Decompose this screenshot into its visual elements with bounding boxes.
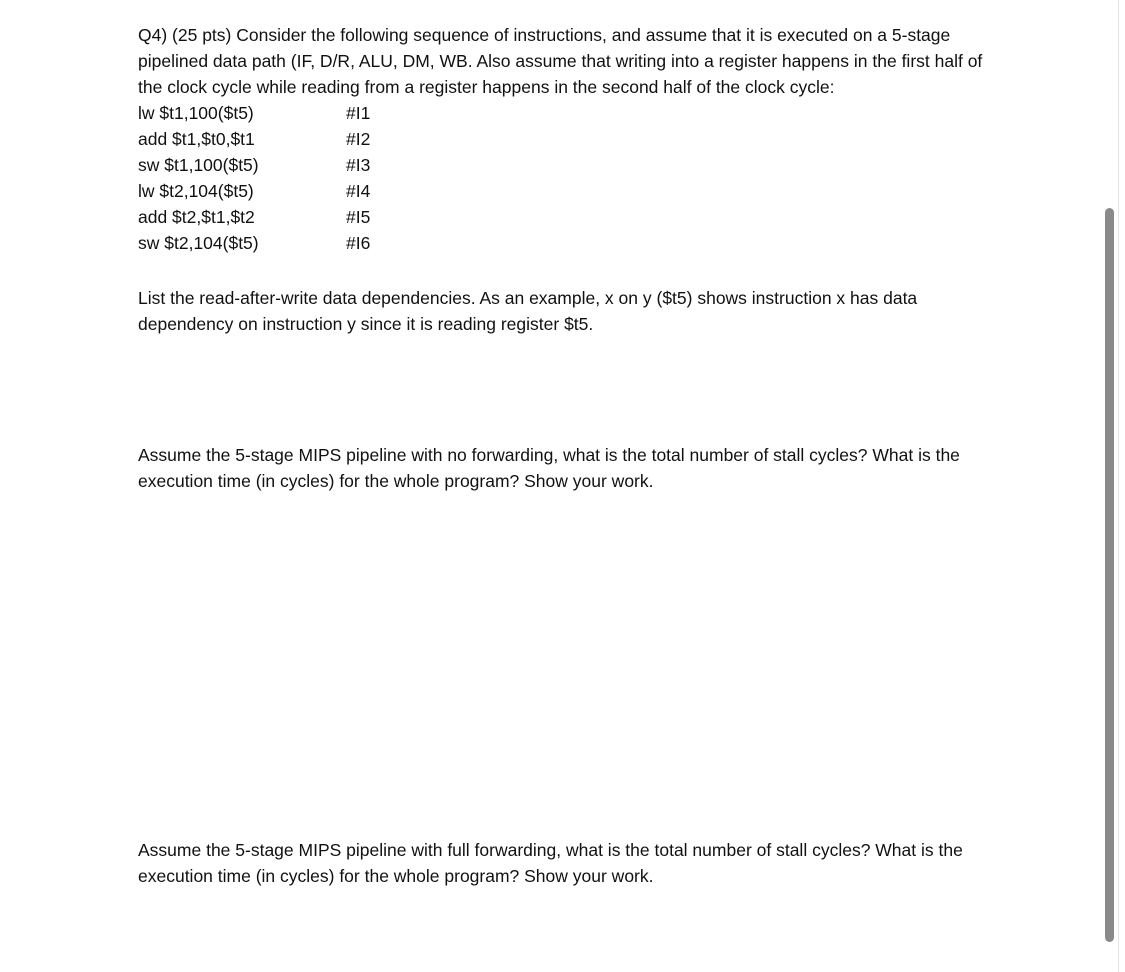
instruction-row: [138, 230, 370, 256]
instruction-row: [138, 178, 370, 204]
vertical-scrollbar[interactable]: [1105, 208, 1114, 942]
full-forwarding-question: Assume the 5-stage MIPS pipeline with full forwarding, what is the total number of stall cycles? What is the execution time (in cycles) for the whole program? Show your work.: [138, 840, 963, 886]
question-intro: Q4) (25 pts) Consider the following sequence of instructions, and assume that it is executed on a 5-stage pipelined data path (IF, D/R, ALU, DM, WB. Also assume that writing into a register happens in the first half of the clock cycle while reading from a register happens in the second half of the clock cycle:: [138, 25, 983, 97]
instruction-code: sw $t1,100($t5): [138, 155, 259, 175]
instruction-code: add $t2,$t1,$t2: [138, 207, 255, 227]
instruction-label: #I1: [346, 103, 371, 123]
instruction-code: lw $t1,100($t5): [138, 103, 254, 123]
instruction-row: [138, 204, 370, 230]
instruction-label: #I5: [346, 207, 371, 227]
instruction-row: [138, 100, 370, 126]
instruction-list: [138, 100, 370, 256]
instruction-label: #I2: [346, 129, 371, 149]
instruction-label: #I4: [346, 181, 371, 201]
instruction-row: [138, 126, 370, 152]
instruction-label: #I3: [346, 155, 371, 175]
dependencies-question: List the read-after-write data dependencies. As an example, x on y ($t5) shows instruction x has data dependency on instruction y since it is reading register $t5.: [138, 288, 918, 334]
instruction-code: add $t1,$t0,$t1: [138, 129, 255, 149]
instruction-label: #I6: [346, 233, 371, 253]
instruction-code: sw $t2,104($t5): [138, 233, 259, 253]
instruction-code: lw $t2,104($t5): [138, 181, 254, 201]
no-forwarding-question: Assume the 5-stage MIPS pipeline with no forwarding, what is the total number of stall cycles? What is the execution time (in cycles) for the whole program? Show your work.: [138, 445, 960, 491]
instruction-row: [138, 152, 370, 178]
